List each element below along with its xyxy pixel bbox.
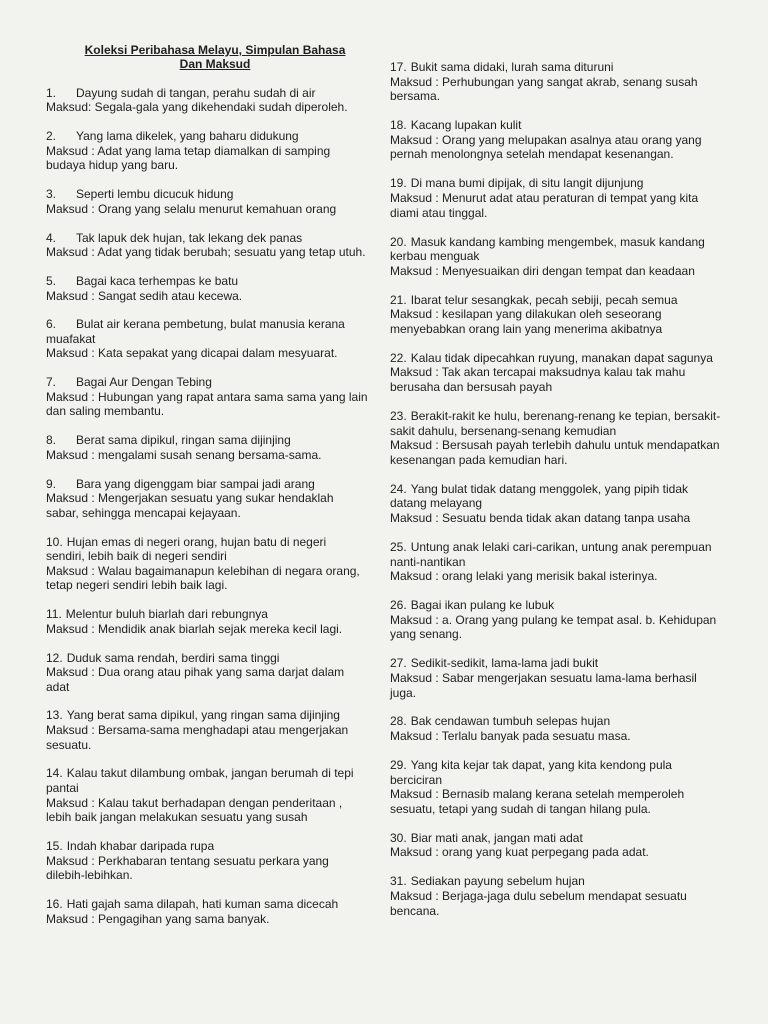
proverb-entry — [46, 317, 368, 361]
proverb-number: 13. — [46, 708, 63, 723]
proverb-entry — [46, 433, 368, 462]
proverb-text: Sedikit-sedikit, lama-lama jadi bukit — [410, 656, 599, 671]
proverb-number: 8. — [46, 433, 57, 448]
proverb-entry — [46, 839, 368, 883]
proverb-entry — [390, 598, 724, 642]
proverb-number: 18. — [390, 118, 407, 133]
meaning-text: Maksud : Bersama-sama menghadapi atau mengerjakan sesuatu. — [46, 723, 349, 752]
proverb-line — [46, 607, 368, 622]
proverb-text: Seperti lembu dicucuk hidung — [76, 187, 234, 202]
proverb-line — [46, 86, 368, 101]
proverb-entry — [390, 656, 724, 700]
proverb-entry — [390, 118, 724, 162]
proverb-number: 30. — [390, 830, 407, 845]
meaning-text: Maksud : Bernasib malang kerana setelah memperoleh sesuatu, tetapi yang sudah di tangan hilang pula. — [390, 787, 685, 816]
proverb-line — [46, 897, 368, 912]
proverb-text: Hati gajah sama dilapah, hati kuman sama dicecah — [66, 896, 339, 911]
proverb-number: 1. — [46, 85, 57, 100]
meaning-text: Maksud : kesilapan yang dilakukan oleh seseorang menyebabkan orang lain yang menerima akibatnya — [390, 307, 663, 336]
meaning-text: Maksud : Sabar mengerjakan sesuatu lama-lama berhasil juga. — [390, 670, 697, 700]
meaning-text: Maksud : Hubungan yang rapat antara sama sama yang lain dan saling membantu. — [46, 389, 368, 419]
meaning-text: Maksud : Tak akan tercapai maksudnya kalau tak mahu berusaha dan bersusah payah — [390, 365, 686, 395]
proverb-line — [390, 540, 724, 569]
proverb-number: 26. — [390, 598, 407, 613]
proverb-line — [46, 433, 368, 448]
proverb-line — [46, 231, 368, 246]
meaning-text: Maksud : Terlalu banyak pada sesuatu masa. — [390, 729, 631, 744]
proverb-entry — [46, 897, 368, 926]
proverb-line — [46, 129, 368, 144]
proverb-line — [46, 375, 368, 390]
proverb-line — [46, 535, 368, 564]
proverb-text: Hujan emas di negeri orang, hujan batu di negeri sendiri, lebih baik di negeri sendiri — [46, 534, 327, 564]
proverb-entry — [46, 187, 368, 216]
meaning-text: Maksud: Segala-gala yang dikehendaki sudah diperoleh. — [46, 100, 348, 115]
proverb-number: 29. — [390, 758, 407, 773]
proverb-text: Bagai kaca terhempas ke batu — [76, 273, 239, 288]
title-line-2: Dan Maksud — [179, 57, 251, 72]
proverb-entry — [390, 409, 724, 467]
proverb-entry — [46, 708, 368, 752]
proverb-text: Yang berat sama dipikul, yang ringan sama dijinjing — [66, 708, 340, 723]
meaning-text: Maksud : Perhubungan yang sangat akrab, senang susah bersama. — [390, 74, 698, 104]
meaning-text: Maksud : Walau bagaimanapun kelebihan di negara orang, tetap negeri sendiri lebih baik lagi. — [46, 563, 360, 593]
proverb-number: 16. — [46, 896, 63, 911]
left-column — [46, 0, 368, 940]
proverb-line — [390, 482, 724, 511]
proverb-line — [390, 656, 724, 671]
proverb-line — [46, 708, 368, 723]
meaning-text: Maksud : Pengagihan yang sama banyak. — [46, 911, 270, 926]
proverb-entry — [390, 482, 724, 526]
meaning-text: Maksud : Sangat sedih atau kecewa. — [46, 288, 243, 303]
proverb-entry — [46, 651, 368, 695]
proverb-number: 3. — [46, 187, 57, 202]
proverb-entry — [390, 714, 724, 743]
meaning-text: Maksud : Mengerjakan sesuatu yang sukar hendaklah sabar, sehingga mencapai kejayaan. — [46, 491, 334, 520]
proverb-number: 22. — [390, 350, 407, 365]
proverb-line — [46, 274, 368, 289]
meaning-text: Maksud : Adat yang tidak berubah; sesuatu yang tetap utuh. — [46, 245, 366, 260]
left-proverb-list — [46, 86, 368, 926]
meaning-text: Maksud : Mendidik anak biarlah sejak mereka kecil lagi. — [46, 621, 343, 636]
proverb-text: Bara yang digenggam biar sampai jadi arang — [76, 476, 315, 491]
right-column — [390, 0, 724, 933]
proverb-line — [46, 477, 368, 492]
meaning-text: Maksud : Berjaga-jaga dulu sebelum mendapat sesuatu bencana. — [390, 889, 687, 918]
proverb-number: 20. — [390, 234, 407, 249]
proverb-entry — [390, 874, 724, 918]
proverb-number: 27. — [390, 656, 407, 671]
proverb-line — [46, 317, 368, 346]
proverb-text: Untung anak lelaki cari-carikan, untung anak perempuan nanti-nantikan — [390, 539, 712, 569]
proverb-text: Duduk sama rendah, berdiri sama tinggi — [66, 650, 280, 665]
proverb-line — [390, 235, 724, 264]
proverb-entry — [390, 235, 724, 279]
meaning-text: Maksud : Orang yang selalu menurut kemahuan orang — [46, 201, 337, 216]
proverb-number: 5. — [46, 273, 57, 288]
right-proverb-list — [390, 60, 724, 918]
proverb-entry — [46, 375, 368, 419]
proverb-number: 6. — [46, 317, 57, 332]
proverb-text: Kalau tidak dipecahkan ruyung, manakan dapat sagunya — [410, 350, 713, 365]
proverb-number: 4. — [46, 230, 57, 245]
proverb-line — [46, 651, 368, 666]
meaning-text: Maksud : Sesuatu benda tidak akan datang tanpa usaha — [390, 510, 691, 525]
meaning-text: Maksud : orang yang kuat perpegang pada adat. — [390, 845, 649, 860]
proverb-number: 2. — [46, 129, 57, 144]
proverb-text: Tak lapuk dek hujan, tak lekang dek panas — [76, 230, 303, 245]
proverb-line — [390, 409, 724, 438]
proverb-text: Ibarat telur sesangkak, pecah sebiji, pecah semua — [410, 292, 678, 307]
meaning-text: Maksud : Adat yang lama tetap diamalkan di samping budaya hidup yang baru. — [46, 143, 331, 173]
meaning-text: Maksud : Menyesuaikan diri dengan tempat dan keadaan — [390, 263, 695, 278]
proverb-entry — [46, 86, 368, 115]
proverb-entry — [390, 831, 724, 860]
meaning-text: Maksud : mengalami susah senang bersama-sama. — [46, 447, 322, 462]
proverb-number: 21. — [390, 292, 407, 307]
proverb-line — [46, 766, 368, 795]
proverb-entry — [46, 477, 368, 521]
meaning-text: Maksud : Kata sepakat yang dicapai dalam mesyuarat. — [46, 346, 338, 361]
meaning-text: Maksud : Menurut adat atau peraturan di tempat yang kita diami atau tinggal. — [390, 190, 699, 220]
proverb-entry — [46, 274, 368, 303]
proverb-text: Bagai Aur Dengan Tebing — [76, 375, 212, 390]
proverb-line — [46, 187, 368, 202]
proverb-line — [390, 874, 724, 889]
proverb-entry — [390, 758, 724, 816]
proverb-number: 25. — [390, 539, 407, 554]
proverb-number: 17. — [390, 60, 407, 74]
proverb-text: Bulat air kerana pembetung, bulat manusia kerana muafakat — [46, 317, 345, 346]
meaning-text: Maksud : orang lelaki yang merisik bakal isterinya. — [390, 569, 658, 584]
proverb-text: Di mana bumi dipijak, di situ langit dijunjung — [410, 176, 644, 191]
title-line-1: Koleksi Peribahasa Melayu, Simpulan Bahasa — [84, 43, 346, 57]
proverb-number: 19. — [390, 176, 407, 191]
proverb-text: Yang kita kejar tak dapat, yang kita kendong pula berciciran — [390, 758, 672, 787]
proverb-entry — [46, 231, 368, 260]
proverb-number: 9. — [46, 476, 57, 491]
proverb-text: Kalau takut dilambung ombak, jangan berumah di tepi pantai — [46, 766, 354, 796]
proverb-entry — [390, 176, 724, 220]
proverb-line — [390, 118, 724, 133]
proverb-number: 11. — [46, 607, 62, 622]
proverb-text: Berat sama dipikul, ringan sama dijinjing — [76, 433, 291, 448]
proverb-entry — [46, 129, 368, 173]
proverb-entry — [46, 535, 368, 593]
proverb-text: Masuk kandang kambing mengembek, masuk kandang kerbau menguak — [390, 234, 705, 264]
proverb-entry — [390, 351, 724, 395]
proverb-line — [390, 758, 724, 787]
meaning-text: Maksud : Orang yang melupakan asalnya atau orang yang pernah menolongnya setelah mendapat kesenangan. — [390, 132, 702, 162]
proverb-entry — [46, 607, 368, 636]
proverb-number: 14. — [46, 766, 63, 781]
proverb-text: Yang lama dikelek, yang baharu didukung — [76, 129, 299, 144]
proverb-number: 10. — [46, 534, 63, 549]
proverb-line — [390, 60, 724, 75]
proverb-text: Bak cendawan tumbuh selepas hujan — [410, 714, 611, 729]
proverb-text: Yang bulat tidak datang menggolek, yang pipih tidak datang melayang — [390, 481, 688, 511]
proverb-number: 7. — [46, 375, 57, 390]
proverb-entry — [390, 293, 724, 337]
meaning-text: Maksud : Perkhabaran tentang sesuatu perkara yang dilebih-lebihkan. — [46, 853, 329, 883]
proverb-line — [390, 293, 724, 308]
meaning-text: Maksud : a. Orang yang pulang ke tempat asal. b. Kehidupan yang senang. — [390, 612, 717, 642]
meaning-text: Maksud : Dua orang atau pihak yang sama darjat dalam adat — [46, 665, 345, 694]
proverb-text: Kacang lupakan kulit — [410, 118, 522, 133]
proverb-text: Melentur buluh biarlah dari rebungnya — [65, 607, 268, 622]
proverb-text: Bukit sama didaki, lurah sama dituruni — [410, 60, 614, 74]
proverb-text: Biar mati anak, jangan mati adat — [410, 830, 583, 845]
proverb-number: 24. — [390, 481, 407, 496]
proverb-line — [390, 351, 724, 366]
proverb-number: 28. — [390, 714, 407, 729]
proverb-line — [46, 839, 368, 854]
proverb-text: Berakit-rakit ke hulu, berenang-renang ke tepian, bersakit-sakit dahulu, bersenang-senang kemudian — [390, 409, 721, 438]
proverb-line — [390, 598, 724, 613]
proverb-line — [390, 831, 724, 846]
meaning-text: Maksud : Kalau takut berhadapan dengan penderitaan , lebih baik jangan melakukan sesuatu yang susah — [46, 795, 343, 825]
proverb-number: 23. — [390, 409, 407, 424]
proverb-number: 12. — [46, 650, 63, 665]
document-title — [46, 43, 368, 72]
proverb-entry — [390, 60, 724, 104]
meaning-text: Maksud : Bersusah payah terlebih dahulu untuk mendapatkan kesenangan pada kemudian hari. — [390, 438, 720, 467]
proverb-entry — [390, 540, 724, 584]
proverb-entry — [46, 766, 368, 824]
proverb-text: Sediakan payung sebelum hujan — [410, 874, 585, 889]
proverb-number: 15. — [46, 839, 63, 853]
proverb-line — [390, 714, 724, 729]
proverb-text: Dayung sudah di tangan, perahu sudah di air — [76, 85, 316, 100]
proverb-number: 31. — [390, 874, 407, 889]
proverb-text: Bagai ikan pulang ke lubuk — [410, 598, 555, 613]
proverb-line — [390, 176, 724, 191]
proverb-text: Indah khabar daripada rupa — [66, 839, 215, 853]
